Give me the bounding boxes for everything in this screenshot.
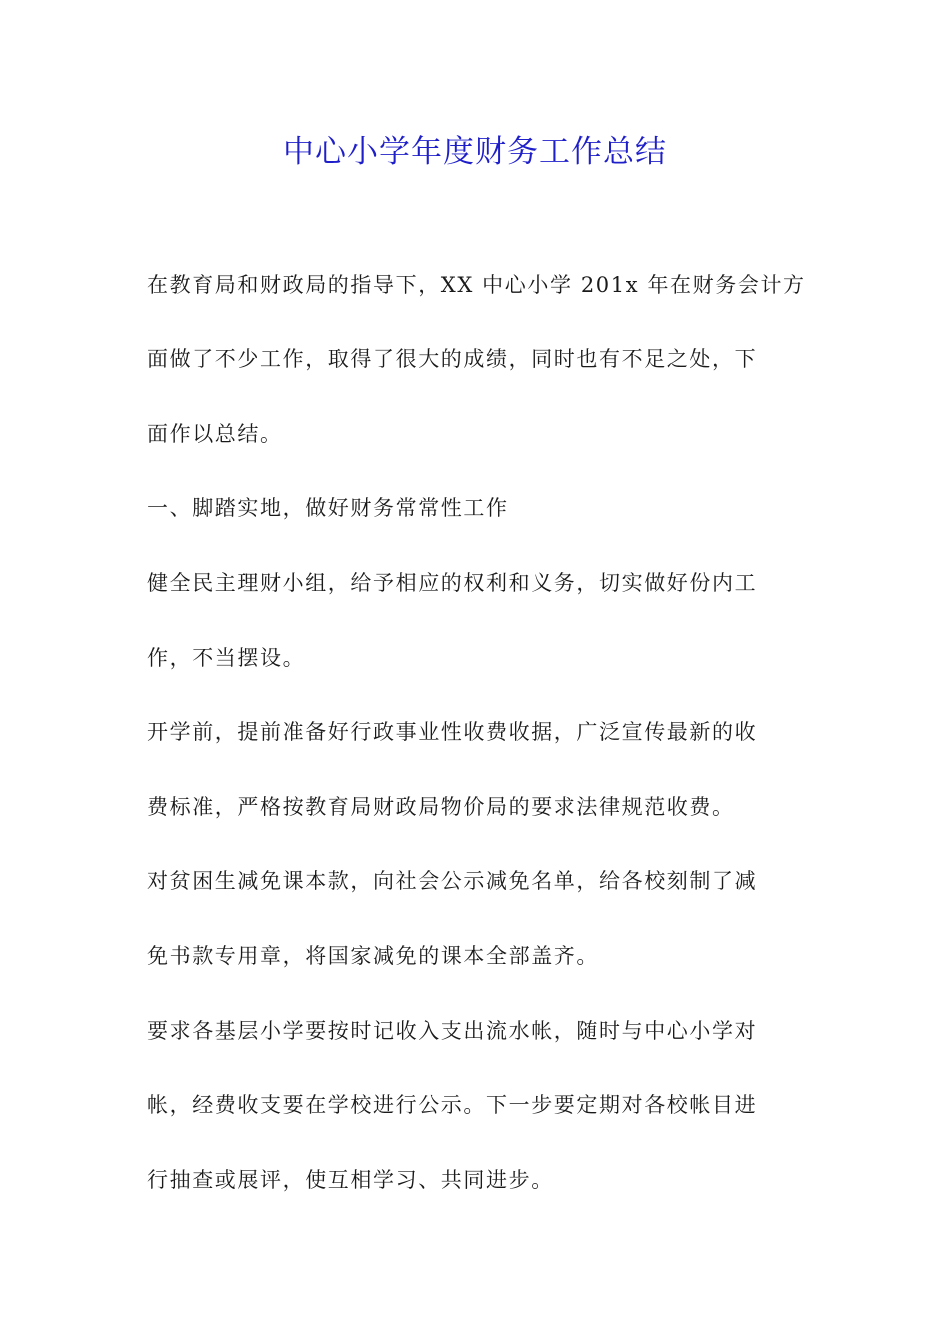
section-heading-1: 一、脚踏实地，做好财务常常性工作 bbox=[147, 496, 509, 520]
body-line-8: 费标准，严格按教育局财政局物价局的要求法律规范收费。 bbox=[147, 795, 735, 819]
body-line-11: 要求各基层小学要按时记收入支出流水帐，随时与中心小学对 bbox=[147, 1019, 758, 1043]
document-title: 中心小学年度财务工作总结 bbox=[283, 134, 667, 170]
body-line-2: 面做了不少工作，取得了很大的成绩，同时也有不足之处，下 bbox=[147, 347, 758, 371]
body-line-6: 作，不当摆设。 bbox=[147, 646, 306, 670]
body-line-5: 健全民主理财小组，给予相应的权利和义务，切实做好份内工 bbox=[147, 571, 758, 595]
body-line-9: 对贫困生减免课本款，向社会公示减免名单，给各校刻制了减 bbox=[147, 869, 758, 893]
body-line-13: 行抽查或展评，使互相学习、共同进步。 bbox=[147, 1168, 554, 1192]
body-line-12: 帐，经费收支要在学校进行公示。下一步要定期对各校帐目进 bbox=[147, 1093, 758, 1117]
body-line-1: 在教育局和财政局的指导下，XX 中心小学 201x 年在财务会计方 bbox=[147, 273, 806, 297]
body-line-7: 开学前，提前准备好行政事业性收费收据，广泛宣传最新的收 bbox=[147, 720, 758, 744]
body-line-10: 免书款专用章，将国家减免的课本全部盖齐。 bbox=[147, 944, 599, 968]
body-line-3: 面作以总结。 bbox=[147, 422, 283, 446]
